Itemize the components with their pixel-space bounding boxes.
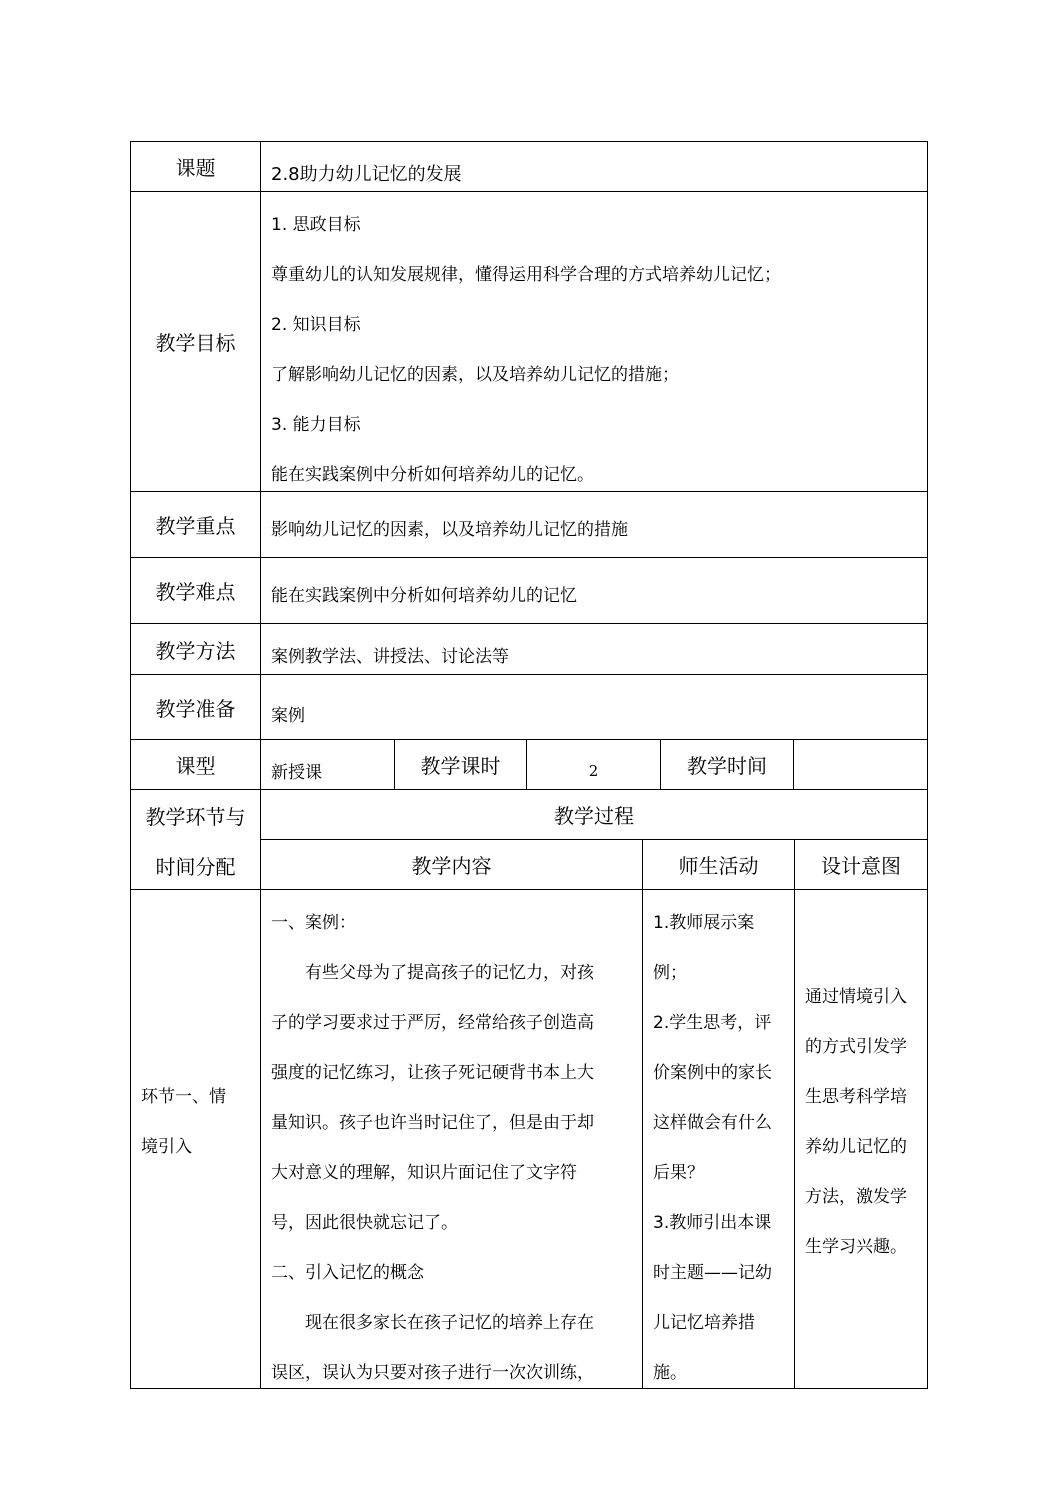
activity-line: 这样做会有什么 xyxy=(653,1113,772,1133)
activity-line: 1.教师展示案 xyxy=(653,913,755,933)
stage1-cell xyxy=(130,889,261,1389)
objective-line: 能在实践案例中分析如何培养幼儿的记忆。 xyxy=(271,465,594,485)
difficulty-label: 教学难点 xyxy=(130,557,261,624)
content-line: 现在很多家长在孩子记忆的培养上存在 xyxy=(305,1313,594,1333)
intent-header: 设计意图 xyxy=(794,839,928,890)
activity-line: 3.教师引出本课 xyxy=(653,1213,772,1233)
lesson-hours-label: 教学课时 xyxy=(394,739,527,790)
title-value: 2.8助力幼儿记忆的发展 xyxy=(260,141,928,192)
method-label: 教学方法 xyxy=(130,623,261,675)
stage1-content-lines xyxy=(271,898,642,1398)
lesson-type-label: 课型 xyxy=(130,739,261,790)
stage-header-line2: 时间分配 xyxy=(155,854,236,879)
activity-line: 时主题——记幼 xyxy=(653,1263,772,1283)
stage1-lines xyxy=(141,1072,226,1172)
content-line: 子的学习要求过于严厉，经常给孩子创造高 xyxy=(271,1013,594,1033)
objective-line: 3. 能力目标 xyxy=(271,415,361,435)
intent-line: 方法，激发学 xyxy=(805,1187,907,1207)
preparation-label: 教学准备 xyxy=(130,674,261,740)
intent-line: 养幼儿记忆的 xyxy=(805,1137,907,1157)
intent-line: 通过情境引入 xyxy=(805,987,907,1007)
intent-line: 生思考科学培 xyxy=(805,1087,907,1107)
activity-line: 2.学生思考，评 xyxy=(653,1013,772,1033)
content-line: 误区，误认为只要对孩子进行一次次训练， xyxy=(271,1363,594,1383)
activity-line: 后果？ xyxy=(653,1163,704,1183)
lesson-plan-table xyxy=(130,141,928,1389)
key-point-value: 影响幼儿记忆的因素，以及培养幼儿记忆的措施 xyxy=(260,491,928,558)
content-line: 强度的记忆练习，让孩子死记硬背书本上大 xyxy=(271,1063,594,1083)
objective-line: 2. 知识目标 xyxy=(271,315,361,335)
stage1-line: 境引入 xyxy=(141,1137,192,1157)
stage-header-line1: 教学环节与 xyxy=(145,804,246,829)
difficulty-value: 能在实践案例中分析如何培养幼儿的记忆 xyxy=(260,557,928,624)
key-point-label: 教学重点 xyxy=(130,491,261,558)
content-line: 大对意义的理解，知识片面记住了文字符 xyxy=(271,1163,577,1183)
stage1-intent xyxy=(794,889,928,1389)
stage1-content xyxy=(260,889,643,1389)
stage1-intent-lines xyxy=(805,972,927,1272)
content-line: 有些父母为了提高孩子的记忆力，对孩 xyxy=(305,963,594,983)
objective-line: 了解影响幼儿记忆的因素，以及培养幼儿记忆的措施； xyxy=(271,365,679,385)
content-header: 教学内容 xyxy=(260,839,643,890)
content-line: 量知识。孩子也许当时记住了，但是由于却 xyxy=(271,1113,594,1133)
method-value: 案例教学法、讲授法、讨论法等 xyxy=(260,623,928,675)
intent-line: 生学习兴趣。 xyxy=(805,1237,907,1257)
activity-header: 师生活动 xyxy=(642,839,795,890)
preparation-value: 案例 xyxy=(260,674,928,740)
lesson-type-value: 新授课 xyxy=(260,739,395,790)
stage1-line: 环节一、情 xyxy=(141,1087,226,1107)
content-line: 一、案例： xyxy=(271,913,356,933)
stage1-activity-lines xyxy=(653,898,794,1398)
intent-line: 的方式引发学 xyxy=(805,1037,907,1057)
content-line: 号，因此很快就忘记了。 xyxy=(271,1213,458,1233)
activity-line: 例； xyxy=(653,963,687,983)
stage1-activity xyxy=(642,889,795,1389)
stage-header xyxy=(130,789,261,890)
objectives-label: 教学目标 xyxy=(130,191,261,492)
objectives-value xyxy=(260,191,928,492)
activity-line: 施。 xyxy=(653,1363,687,1383)
process-header: 教学过程 xyxy=(260,789,928,840)
objectives-list xyxy=(271,200,927,500)
activity-line: 儿记忆培养措 xyxy=(653,1313,755,1333)
content-line: 二、引入记忆的概念 xyxy=(271,1263,424,1283)
title-label: 课题 xyxy=(130,141,261,192)
lesson-time-value xyxy=(793,739,928,790)
activity-line: 价案例中的家长 xyxy=(653,1063,772,1083)
objective-line: 1. 思政目标 xyxy=(271,215,361,235)
lesson-time-label: 教学时间 xyxy=(660,739,794,790)
objective-line: 尊重幼儿的认知发展规律，懂得运用科学合理的方式培养幼儿记忆； xyxy=(271,265,781,285)
lesson-hours-value: 2 xyxy=(526,739,661,790)
